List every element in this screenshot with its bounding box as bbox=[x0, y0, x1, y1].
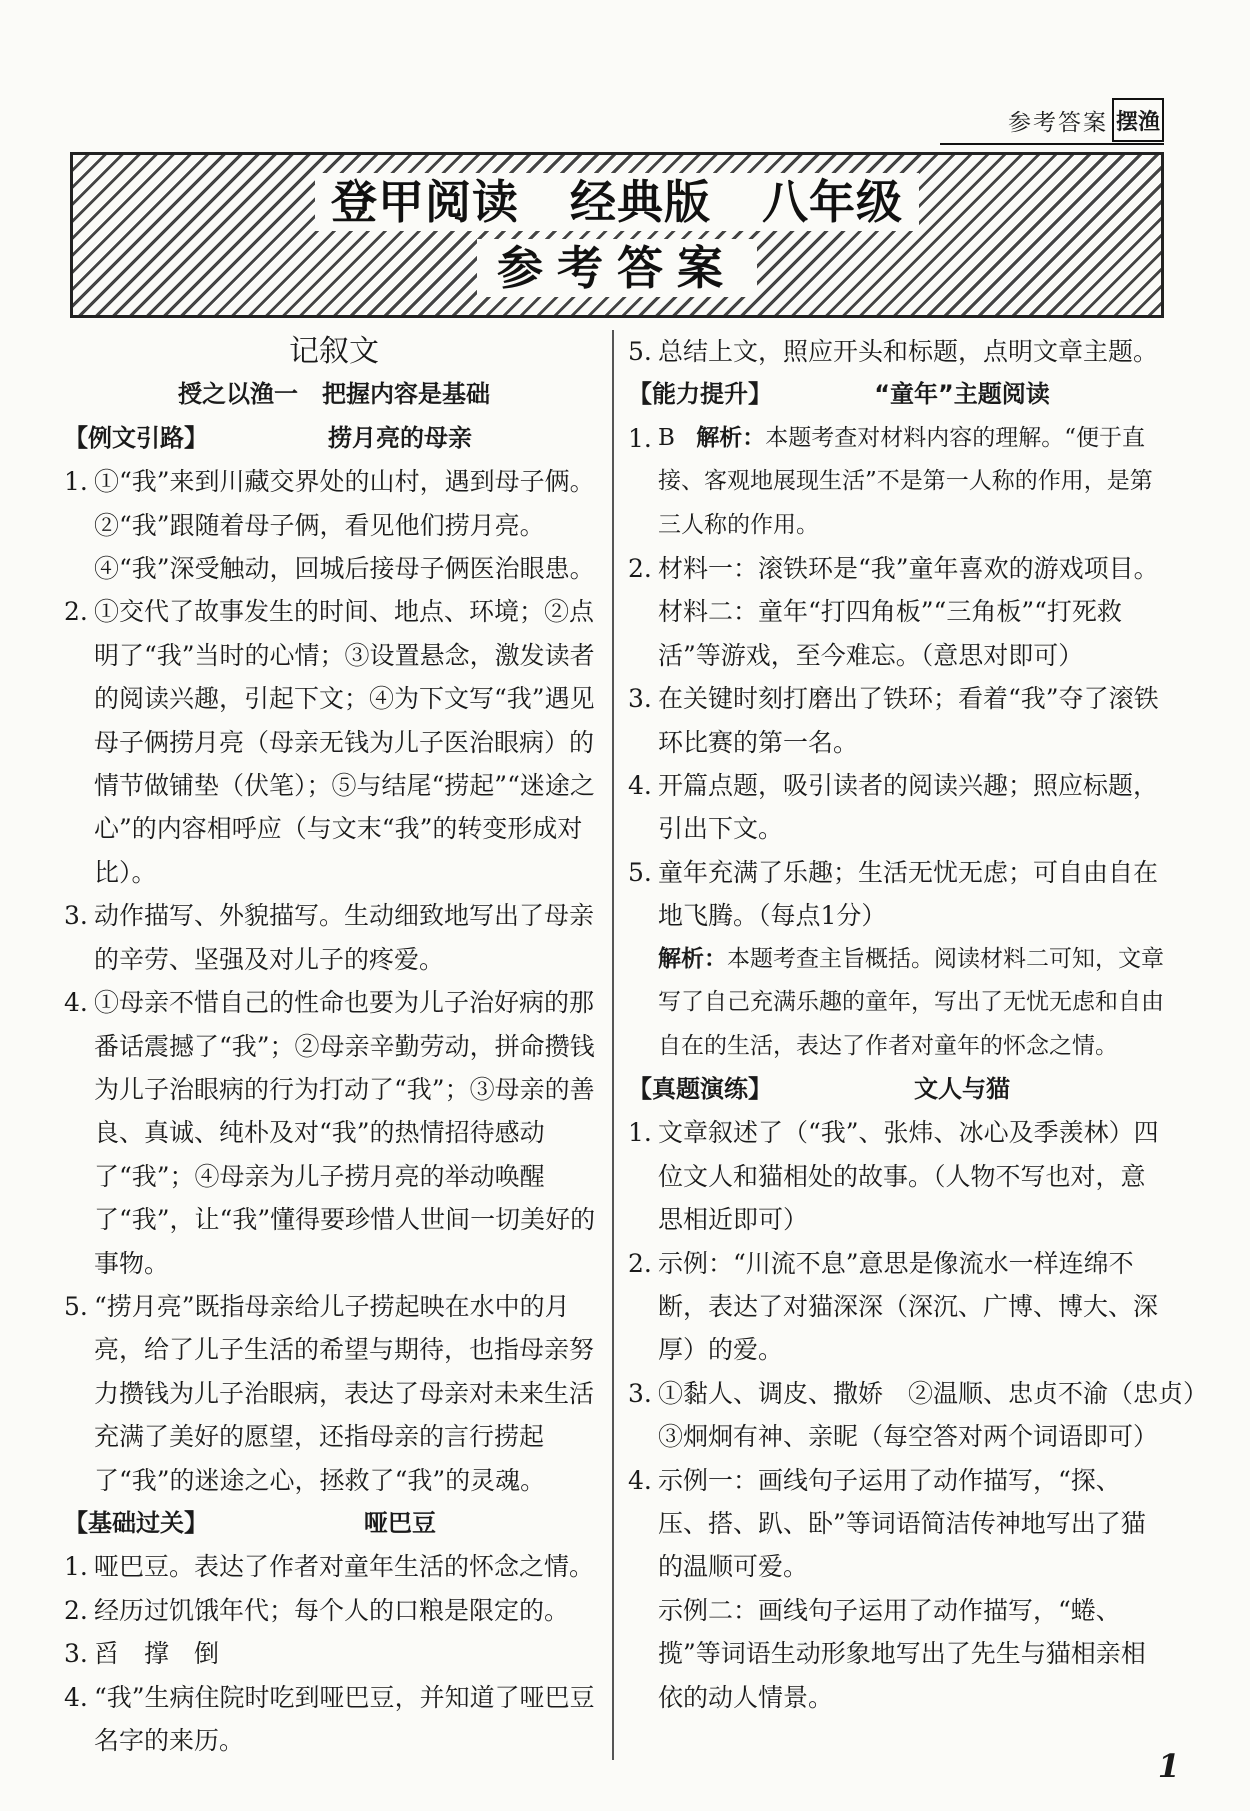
right-column bbox=[628, 330, 1209, 1719]
answer-item bbox=[64, 1589, 604, 1632]
exercise-title: 哑巴豆 bbox=[364, 1508, 436, 1537]
exercise-title: 捞月亮的母亲 bbox=[328, 423, 472, 452]
item-number: 2. bbox=[64, 597, 88, 627]
answer-text: “我”生病住院时吃到哑巴豆，并知道了哑巴豆名字的来历。 bbox=[94, 1682, 595, 1755]
left-column bbox=[64, 330, 604, 1762]
exercise-tag: 【真题演练】 bbox=[628, 1074, 772, 1103]
answer-item bbox=[628, 677, 1164, 764]
header-label: 参考答案 bbox=[1008, 109, 1108, 136]
answer-item bbox=[64, 1545, 604, 1588]
analysis-label: 解析： bbox=[658, 945, 727, 972]
answer-item bbox=[64, 1676, 604, 1763]
answer-line: 材料二：童年“打四角板”“三角板”“打死救活”等游戏，至今难忘。（意思对即可） bbox=[658, 597, 1122, 670]
exercise-title: “童年”主题阅读 bbox=[874, 380, 1050, 409]
answer-item bbox=[628, 417, 1164, 547]
answer-line: 示例二：画线句子运用了动作描写，“蜷、揽”等词语生动形象地写出了先生与猫相亲相依的动人情景。 bbox=[658, 1595, 1146, 1712]
answer-text: 舀 撑 倒 bbox=[94, 1639, 220, 1669]
answer-item bbox=[628, 330, 1164, 373]
answer-text: 童年充满了乐趣；生活无忧无虑；可自由自在地飞腾。（每点1分） bbox=[658, 857, 1159, 931]
exercise-header bbox=[628, 1068, 1164, 1111]
answer-item bbox=[628, 1459, 1164, 1719]
answer-item bbox=[64, 1632, 604, 1675]
item-number: 3. bbox=[64, 1639, 88, 1669]
item-number: 4. bbox=[64, 988, 88, 1018]
analysis-block bbox=[628, 938, 1164, 1068]
header-rule bbox=[940, 143, 1164, 145]
answer-item bbox=[64, 590, 604, 894]
answer-item bbox=[64, 460, 604, 590]
exercise-tag: 【例文引路】 bbox=[64, 423, 208, 452]
exercise-tag: 【基础过关】 bbox=[64, 1508, 208, 1537]
exercise-header bbox=[628, 373, 1164, 416]
item-number: 2. bbox=[628, 1248, 652, 1278]
page-number: 1 bbox=[1157, 1747, 1180, 1785]
item-number: 3. bbox=[64, 901, 88, 931]
item-number: 3. bbox=[628, 684, 652, 714]
exercise-header bbox=[64, 1502, 604, 1545]
exercise-title: 文人与猫 bbox=[914, 1074, 1010, 1103]
analysis-text: 本题考查对材料内容的理解。“便于直接、客观地展现生活”不是第一人称的作用，是第三人称的作用。 bbox=[658, 424, 1153, 538]
item-number: 1. bbox=[64, 1552, 88, 1582]
item-number: 4. bbox=[628, 1465, 652, 1495]
header-corner bbox=[1008, 98, 1164, 142]
answer-text: 总结上文，照应开头和标题，点明文章主题。 bbox=[658, 337, 1159, 366]
answer-text: 在关键时刻打磨出了铁环；看着“我”夺了滚铁环比赛的第一名。 bbox=[658, 684, 1159, 757]
item-number: 5. bbox=[64, 1291, 88, 1321]
answer-item bbox=[628, 1372, 1209, 1459]
answer-text: 经历过饥饿年代；每个人的口粮是限定的。 bbox=[94, 1595, 570, 1625]
banner-subtitle: 参考答案 bbox=[477, 239, 757, 297]
section-title: 记叙文 bbox=[289, 334, 379, 369]
exercise-header bbox=[64, 417, 604, 460]
answer-item bbox=[628, 764, 1164, 851]
item-number: 2. bbox=[628, 554, 652, 584]
column-divider bbox=[612, 330, 614, 1760]
chapter-title: 授之以渔一 把握内容是基础 bbox=[178, 380, 490, 409]
item-number: 4. bbox=[64, 1682, 88, 1712]
answer-item bbox=[628, 851, 1164, 938]
answer-text: “捞月亮”既指母亲给儿子捞起映在水中的月亮，给了儿子生活的希望与期待，也指母亲努力攒钱为儿子治眼病，表达了母亲对未来生活充满了美好的愿望，还指母亲的言行捞起了“我”的迷途之心，拯救了“我”的灵魂。 bbox=[94, 1291, 595, 1495]
analysis-text: 本题考查主旨概括。阅读材料二可知，文章写了自己充满乐趣的童年，写出了无忧无虑和自由自在的生活，表达了作者对童年的怀念之情。 bbox=[658, 945, 1164, 1059]
title-banner bbox=[70, 152, 1164, 318]
answer-item bbox=[628, 1242, 1164, 1372]
brand-logo: 摆渔 bbox=[1112, 98, 1164, 142]
item-number: 4. bbox=[628, 771, 652, 801]
answer-line: ①“我”来到川藏交界处的山村，遇到母子俩。 bbox=[94, 467, 595, 497]
item-number: 5. bbox=[628, 857, 652, 887]
answer-line: ②“我”跟随着母子俩，看见他们捞月亮。 bbox=[94, 510, 545, 540]
answer-line: 示例一：画线句子运用了动作描写，“探、压、搭、趴、卧”等词语简洁传神地写出了猫的温顺可爱。 bbox=[658, 1465, 1146, 1582]
choice-answer: B bbox=[658, 424, 675, 451]
answer-item bbox=[64, 981, 604, 1285]
item-number: 3. bbox=[628, 1378, 652, 1408]
answer-item bbox=[64, 1285, 604, 1502]
answer-line: ④“我”深受触动，回城后接母子俩医治眼患。 bbox=[94, 554, 595, 584]
answer-text: 开篇点题，吸引读者的阅读兴趣；照应标题，引出下文。 bbox=[658, 771, 1159, 844]
answer-line: ③炯炯有神、亲昵（每空答对两个词语即可） bbox=[658, 1422, 1159, 1452]
answer-item bbox=[628, 1111, 1164, 1241]
answer-line: ①黏人、调皮、撒娇 ②温顺、忠贞不渝（忠贞） bbox=[658, 1378, 1209, 1408]
answer-text: ①交代了故事发生的时间、地点、环境；②点明了“我”当时的心情；③设置悬念，激发读者的阅读兴趣，引起下文；④为下文写“我”遇见母子俩捞月亮（母亲无钱为儿子医治眼病）的情节做铺垫（伏笔）；⑤与结尾“捞起”“迷途之心”的内容相呼应（与文末“我”的转变形成对比）。 bbox=[94, 597, 595, 887]
item-number: 5. bbox=[628, 337, 652, 366]
answer-line: 材料一：滚铁环是“我”童年喜欢的游戏项目。 bbox=[658, 554, 1159, 584]
item-number: 1. bbox=[628, 423, 652, 453]
item-number: 1. bbox=[64, 467, 88, 497]
answer-item bbox=[64, 894, 604, 981]
answer-text: 动作描写、外貌描写。生动细致地写出了母亲的辛劳、坚强及对儿子的疼爱。 bbox=[94, 901, 595, 974]
answer-text: 示例：“川流不息”意思是像流水一样连绵不断，表达了对猫深深（深沉、广博、博大、深厚）的爱。 bbox=[658, 1248, 1159, 1365]
book-title: 登甲阅读 经典版 八年级 bbox=[315, 173, 919, 231]
item-number: 2. bbox=[64, 1595, 88, 1625]
exercise-tag: 【能力提升】 bbox=[628, 380, 772, 409]
answer-text: 文章叙述了（“我”、张炜、冰心及季羡林）四位文人和猫相处的故事。（人物不写也对，意思相近即可） bbox=[658, 1118, 1159, 1235]
answer-text: ①母亲不惜自己的性命也要为儿子治好病的那番话震撼了“我”；②母亲辛勤劳动，拼命攒钱为儿子治眼病的行为打动了“我”；③母亲的善良、真诚、纯朴及对“我”的热情招待感动了“我”；④母亲为儿子捞月亮的举动唤醒了“我”，让“我”懂得要珍惜人世间一切美好的事物。 bbox=[94, 988, 596, 1278]
analysis-label: 解析： bbox=[696, 424, 766, 451]
answer-text: 哑巴豆。表达了作者对童年生活的怀念之情。 bbox=[94, 1552, 595, 1582]
item-number: 1. bbox=[628, 1118, 652, 1148]
answer-item bbox=[628, 547, 1164, 677]
